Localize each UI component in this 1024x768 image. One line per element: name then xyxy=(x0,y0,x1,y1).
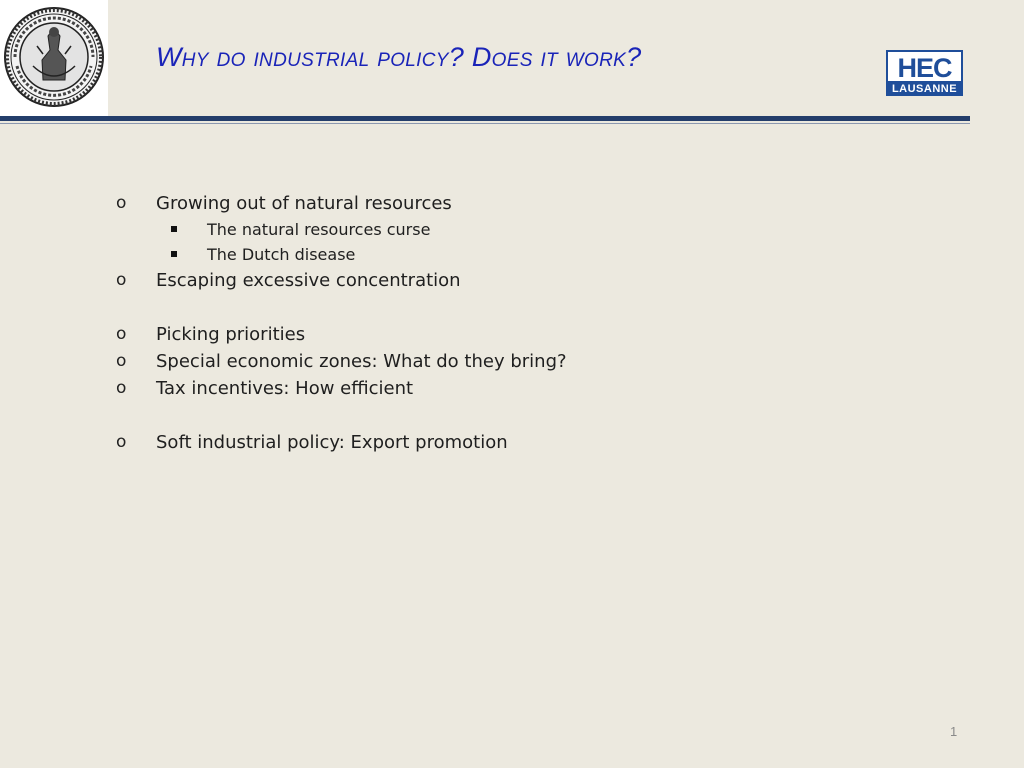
list-item xyxy=(0,267,900,294)
header-divider-thin xyxy=(0,123,970,124)
bullet-list xyxy=(0,190,900,456)
bullet-text: Tax incentives: How efficient xyxy=(156,378,414,399)
circle-bullet-icon: o xyxy=(116,351,127,371)
bullet-text: Growing out of natural resources xyxy=(156,193,452,214)
university-seal-logo xyxy=(0,0,108,116)
square-bullet-icon xyxy=(171,251,177,257)
sub-bullet-text: The Dutch disease xyxy=(207,245,356,264)
hec-logo-text: HEC xyxy=(897,53,952,83)
slide-title: Why do industrial policy? Does it work? xyxy=(156,42,642,72)
circle-bullet-icon: o xyxy=(116,432,127,452)
list-item xyxy=(0,190,900,217)
square-bullet-icon xyxy=(171,226,177,232)
list-item xyxy=(0,375,900,402)
circle-bullet-icon: o xyxy=(116,324,127,344)
lausanne-logo-text: LAUSANNE xyxy=(891,83,958,95)
sub-list-item xyxy=(0,217,900,242)
bullet-text: Soft industrial policy: Export promotion xyxy=(156,432,508,453)
bullet-text: Escaping excessive concentration xyxy=(156,270,461,291)
sub-list-item xyxy=(0,242,900,267)
circle-bullet-icon: o xyxy=(116,193,127,213)
bullet-text: Picking priorities xyxy=(156,324,306,345)
header-divider xyxy=(0,116,970,121)
circle-bullet-icon: o xyxy=(116,270,127,290)
bullet-text: Special economic zones: What do they bring? xyxy=(156,351,567,372)
list-item xyxy=(0,429,900,456)
sub-bullet-text: The natural resources curse xyxy=(207,220,431,239)
list-item xyxy=(0,321,900,348)
seal-icon xyxy=(3,6,105,108)
hec-lausanne-logo xyxy=(886,50,963,101)
list-item xyxy=(0,348,900,375)
page-number: 1 xyxy=(950,724,958,739)
circle-bullet-icon: o xyxy=(116,378,127,398)
